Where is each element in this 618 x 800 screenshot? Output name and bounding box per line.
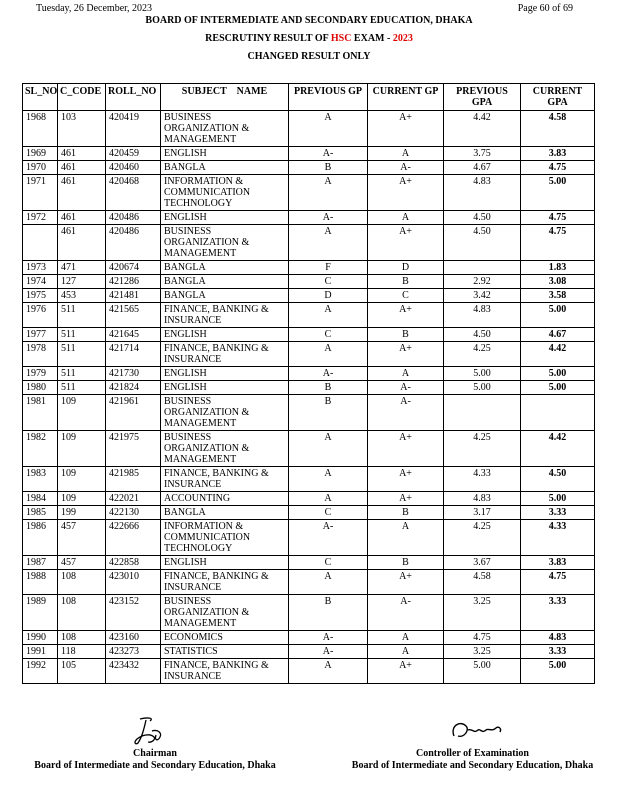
table-row	[23, 431, 595, 467]
table-row	[23, 659, 595, 684]
roll-no-cell: 421481	[106, 289, 161, 303]
subject-cell: FINANCE, BANKING & INSURANCE	[161, 570, 289, 595]
roll-no-cell: 421961	[106, 395, 161, 431]
previous-gpa-cell: 5.00	[444, 367, 521, 381]
current-gpa-cell: 4.75	[521, 211, 595, 225]
previous-gpa-cell: 4.50	[444, 211, 521, 225]
previous-gp-cell: B	[289, 395, 368, 431]
sl-no-cell: 1981	[23, 395, 58, 431]
roll-no-cell: 423010	[106, 570, 161, 595]
sl-no-cell: 1986	[23, 520, 58, 556]
c-code-cell: 108	[58, 595, 106, 631]
current-gp-cell: A+	[368, 467, 444, 492]
table-row	[23, 225, 595, 261]
current-gp-cell: A-	[368, 595, 444, 631]
c-code-cell: 118	[58, 645, 106, 659]
previous-gpa-cell: 3.42	[444, 289, 521, 303]
roll-no-cell: 420459	[106, 147, 161, 161]
previous-gp-cell: A	[289, 175, 368, 211]
previous-gp-cell: B	[289, 595, 368, 631]
sl-no-cell: 1976	[23, 303, 58, 328]
previous-gp-cell: A-	[289, 631, 368, 645]
previous-gpa-cell: 4.83	[444, 492, 521, 506]
previous-gp-cell: F	[289, 261, 368, 275]
table-body	[23, 111, 595, 684]
current-gpa-cell: 4.75	[521, 225, 595, 261]
previous-gp-cell: C	[289, 506, 368, 520]
current-gp-cell: A-	[368, 395, 444, 431]
table-row	[23, 367, 595, 381]
current-gpa-cell: 3.33	[521, 595, 595, 631]
subject-cell: ENGLISH	[161, 381, 289, 395]
col-header-previous-gp: PREVIOUS GP	[289, 84, 368, 111]
current-gp-cell: C	[368, 289, 444, 303]
sl-no-cell: 1972	[23, 211, 58, 225]
previous-gpa-cell: 4.58	[444, 570, 521, 595]
board-title: BOARD OF INTERMEDIATE AND SECONDARY EDUCATION, DHAKA	[145, 15, 473, 26]
current-gpa-cell: 4.42	[521, 431, 595, 467]
page-number: Page 60 of 69	[517, 3, 573, 14]
col-header-current-gpa: CURRENT GPA	[521, 84, 595, 111]
table-row	[23, 275, 595, 289]
c-code-cell: 511	[58, 381, 106, 395]
sl-no-cell: 1988	[23, 570, 58, 595]
roll-no-cell: 422666	[106, 520, 161, 556]
current-gp-cell: A	[368, 631, 444, 645]
previous-gpa-cell: 3.25	[444, 595, 521, 631]
c-code-cell: 108	[58, 631, 106, 645]
current-gpa-cell: 3.33	[521, 506, 595, 520]
current-gp-cell: A	[368, 147, 444, 161]
previous-gpa-cell: 4.83	[444, 175, 521, 211]
col-header-previous-gpa: PREVIOUS GPA	[444, 84, 521, 111]
table-row	[23, 328, 595, 342]
current-gpa-cell: 3.33	[521, 645, 595, 659]
current-gpa-cell: 5.00	[521, 175, 595, 211]
previous-gp-cell: B	[289, 381, 368, 395]
current-gpa-cell: 5.00	[521, 492, 595, 506]
c-code-cell: 461	[58, 175, 106, 211]
subtitle-middle: EXAM -	[351, 33, 393, 44]
c-code-cell: 199	[58, 506, 106, 520]
col-header-roll-no: ROLL_NO	[106, 84, 161, 111]
current-gpa-cell: 3.08	[521, 275, 595, 289]
col-header-current-gp: CURRENT GP	[368, 84, 444, 111]
current-gp-cell: A+	[368, 492, 444, 506]
table-row	[23, 506, 595, 520]
roll-no-cell: 421975	[106, 431, 161, 467]
current-gpa-cell: 5.00	[521, 367, 595, 381]
previous-gp-cell: A	[289, 342, 368, 367]
previous-gp-cell: C	[289, 556, 368, 570]
c-code-cell: 457	[58, 556, 106, 570]
result-subtitle	[0, 33, 618, 44]
table-row	[23, 492, 595, 506]
current-gpa-cell: 5.00	[521, 381, 595, 395]
c-code-cell: 471	[58, 261, 106, 275]
c-code-cell: 461	[58, 225, 106, 261]
current-gpa-cell: 4.75	[521, 161, 595, 175]
current-gpa-cell: 4.50	[521, 467, 595, 492]
current-gp-cell: A+	[368, 111, 444, 147]
c-code-cell: 109	[58, 431, 106, 467]
current-gpa-cell: 4.67	[521, 328, 595, 342]
previous-gp-cell: A	[289, 111, 368, 147]
current-gpa-cell: 4.75	[521, 570, 595, 595]
roll-no-cell: 420419	[106, 111, 161, 147]
c-code-cell: 453	[58, 289, 106, 303]
table-row	[23, 342, 595, 367]
sl-no-cell: 1974	[23, 275, 58, 289]
chairman-signature-block	[25, 748, 285, 771]
table-row	[23, 520, 595, 556]
roll-no-cell: 420674	[106, 261, 161, 275]
table-row	[23, 645, 595, 659]
table-row	[23, 175, 595, 211]
subject-cell: ENGLISH	[161, 328, 289, 342]
current-gp-cell: B	[368, 275, 444, 289]
exam-name: HSC	[330, 33, 352, 44]
table-row	[23, 631, 595, 645]
table-row	[23, 111, 595, 147]
c-code-cell: 511	[58, 328, 106, 342]
current-gp-cell: A+	[368, 342, 444, 367]
exam-year: 2023	[392, 33, 413, 44]
subject-cell: BUSINESS ORGANIZATION & MANAGEMENT	[161, 395, 289, 431]
sl-no-cell: 1975	[23, 289, 58, 303]
table-header-row	[23, 84, 595, 111]
c-code-cell: 461	[58, 161, 106, 175]
current-gpa-cell: 4.42	[521, 342, 595, 367]
sl-no-cell: 1978	[23, 342, 58, 367]
roll-no-cell: 421565	[106, 303, 161, 328]
previous-gpa-cell: 4.25	[444, 342, 521, 367]
current-gp-cell: A+	[368, 175, 444, 211]
roll-no-cell: 422021	[106, 492, 161, 506]
previous-gpa-cell: 4.42	[444, 111, 521, 147]
subject-cell: BANGLA	[161, 506, 289, 520]
roll-no-cell: 420486	[106, 225, 161, 261]
previous-gpa-cell: 2.92	[444, 275, 521, 289]
current-gp-cell: A+	[368, 570, 444, 595]
previous-gp-cell: A-	[289, 645, 368, 659]
current-gpa-cell: 4.33	[521, 520, 595, 556]
current-gpa-cell: 1.83	[521, 261, 595, 275]
previous-gp-cell: A	[289, 570, 368, 595]
results-table	[22, 83, 595, 684]
current-gp-cell: A	[368, 520, 444, 556]
c-code-cell: 109	[58, 467, 106, 492]
subject-cell: BANGLA	[161, 289, 289, 303]
current-gp-cell: A+	[368, 431, 444, 467]
c-code-cell: 127	[58, 275, 106, 289]
table-row	[23, 211, 595, 225]
previous-gpa-cell: 3.25	[444, 645, 521, 659]
table-row	[23, 395, 595, 431]
chairman-signature	[128, 715, 173, 747]
table-row	[23, 381, 595, 395]
controller-signature	[446, 716, 506, 746]
previous-gpa-cell: 4.50	[444, 225, 521, 261]
sl-no-cell: 1970	[23, 161, 58, 175]
sl-no-cell: 1969	[23, 147, 58, 161]
previous-gpa-cell: 4.25	[444, 431, 521, 467]
current-gp-cell: A-	[368, 161, 444, 175]
c-code-cell: 511	[58, 342, 106, 367]
current-gpa-cell: 3.83	[521, 147, 595, 161]
subject-cell: STATISTICS	[161, 645, 289, 659]
table-row	[23, 289, 595, 303]
table-row	[23, 556, 595, 570]
subject-cell: INFORMATION & COMMUNICATION TECHNOLOGY	[161, 520, 289, 556]
roll-no-cell: 422130	[106, 506, 161, 520]
current-gp-cell: A+	[368, 659, 444, 684]
c-code-cell: 103	[58, 111, 106, 147]
previous-gpa-cell: 4.50	[444, 328, 521, 342]
subject-cell: BUSINESS ORGANIZATION & MANAGEMENT	[161, 431, 289, 467]
previous-gpa-cell: 4.67	[444, 161, 521, 175]
roll-no-cell: 422858	[106, 556, 161, 570]
previous-gp-cell: D	[289, 289, 368, 303]
previous-gp-cell: A	[289, 431, 368, 467]
table-row	[23, 570, 595, 595]
c-code-cell: 105	[58, 659, 106, 684]
sl-no-cell: 1979	[23, 367, 58, 381]
roll-no-cell: 420460	[106, 161, 161, 175]
subject-cell: BUSINESS ORGANIZATION & MANAGEMENT	[161, 111, 289, 147]
current-gpa-cell: 3.83	[521, 556, 595, 570]
sl-no-cell: 1984	[23, 492, 58, 506]
previous-gpa-cell: 4.33	[444, 467, 521, 492]
previous-gp-cell: A	[289, 467, 368, 492]
c-code-cell: 461	[58, 211, 106, 225]
current-gpa-cell: 4.83	[521, 631, 595, 645]
current-gp-cell: A	[368, 367, 444, 381]
sl-no-cell: 1980	[23, 381, 58, 395]
current-gp-cell: A	[368, 645, 444, 659]
roll-no-cell: 421824	[106, 381, 161, 395]
current-gp-cell: D	[368, 261, 444, 275]
c-code-cell: 511	[58, 367, 106, 381]
subject-cell: BANGLA	[161, 275, 289, 289]
chairman-organization: Board of Intermediate and Secondary Education, Dhaka	[34, 760, 276, 771]
previous-gpa-cell: 3.75	[444, 147, 521, 161]
col-header-subject-name: SUBJECT NAME	[161, 84, 289, 111]
previous-gpa-cell	[444, 395, 521, 431]
current-gpa-cell: 5.00	[521, 303, 595, 328]
sl-no-cell	[23, 225, 58, 261]
controller-signature-block	[345, 748, 600, 771]
roll-no-cell: 421286	[106, 275, 161, 289]
current-gp-cell: A+	[368, 225, 444, 261]
subject-cell: INFORMATION & COMMUNICATION TECHNOLOGY	[161, 175, 289, 211]
current-gpa-cell	[521, 395, 595, 431]
previous-gpa-cell: 4.75	[444, 631, 521, 645]
sl-no-cell: 1990	[23, 631, 58, 645]
table-row	[23, 161, 595, 175]
subject-cell: BANGLA	[161, 161, 289, 175]
sl-no-cell: 1968	[23, 111, 58, 147]
previous-gp-cell: A	[289, 492, 368, 506]
subject-cell: ACCOUNTING	[161, 492, 289, 506]
table-row	[23, 595, 595, 631]
print-date: Tuesday, 26 December, 2023	[36, 3, 153, 14]
previous-gp-cell: A-	[289, 367, 368, 381]
col-header-c-code: C_CODE	[58, 84, 106, 111]
sl-no-cell: 1973	[23, 261, 58, 275]
current-gp-cell: A+	[368, 303, 444, 328]
previous-gpa-cell: 5.00	[444, 381, 521, 395]
current-gp-cell: B	[368, 328, 444, 342]
previous-gpa-cell: 5.00	[444, 659, 521, 684]
previous-gp-cell: A-	[289, 211, 368, 225]
c-code-cell: 109	[58, 395, 106, 431]
previous-gp-cell: A	[289, 659, 368, 684]
subtitle-prefix: RESCRUTINY RESULT OF	[205, 33, 331, 44]
current-gp-cell: B	[368, 556, 444, 570]
c-code-cell: 511	[58, 303, 106, 328]
subject-cell: ENGLISH	[161, 556, 289, 570]
subject-cell: BUSINESS ORGANIZATION & MANAGEMENT	[161, 225, 289, 261]
previous-gpa-cell: 3.17	[444, 506, 521, 520]
subject-cell: ENGLISH	[161, 211, 289, 225]
previous-gp-cell: C	[289, 328, 368, 342]
table-row	[23, 303, 595, 328]
subject-cell: FINANCE, BANKING & INSURANCE	[161, 467, 289, 492]
roll-no-cell: 423432	[106, 659, 161, 684]
c-code-cell: 108	[58, 570, 106, 595]
changed-only-label: CHANGED RESULT ONLY	[247, 51, 371, 62]
controller-title: Controller of Examination	[416, 748, 529, 759]
table-row	[23, 261, 595, 275]
previous-gp-cell: A-	[289, 520, 368, 556]
current-gpa-cell: 4.58	[521, 111, 595, 147]
subject-cell: FINANCE, BANKING & INSURANCE	[161, 659, 289, 684]
current-gpa-cell: 3.58	[521, 289, 595, 303]
table-row	[23, 147, 595, 161]
previous-gp-cell: A	[289, 303, 368, 328]
sl-no-cell: 1982	[23, 431, 58, 467]
chairman-title: Chairman	[133, 748, 177, 759]
roll-no-cell: 421645	[106, 328, 161, 342]
subject-cell: ENGLISH	[161, 147, 289, 161]
subject-cell: FINANCE, BANKING & INSURANCE	[161, 303, 289, 328]
roll-no-cell: 423273	[106, 645, 161, 659]
sl-no-cell: 1985	[23, 506, 58, 520]
roll-no-cell: 420468	[106, 175, 161, 211]
roll-no-cell: 421730	[106, 367, 161, 381]
previous-gp-cell: B	[289, 161, 368, 175]
previous-gp-cell: C	[289, 275, 368, 289]
current-gpa-cell: 5.00	[521, 659, 595, 684]
controller-organization: Board of Intermediate and Secondary Education, Dhaka	[351, 760, 594, 771]
previous-gpa-cell	[444, 261, 521, 275]
current-gp-cell: B	[368, 506, 444, 520]
subject-cell: BANGLA	[161, 261, 289, 275]
sl-no-cell: 1977	[23, 328, 58, 342]
sl-no-cell: 1991	[23, 645, 58, 659]
current-gp-cell: A-	[368, 381, 444, 395]
c-code-cell: 109	[58, 492, 106, 506]
sl-no-cell: 1983	[23, 467, 58, 492]
previous-gpa-cell: 4.25	[444, 520, 521, 556]
sl-no-cell: 1971	[23, 175, 58, 211]
roll-no-cell: 421714	[106, 342, 161, 367]
previous-gp-cell: A-	[289, 147, 368, 161]
table-row	[23, 467, 595, 492]
roll-no-cell: 423160	[106, 631, 161, 645]
roll-no-cell: 420486	[106, 211, 161, 225]
sl-no-cell: 1987	[23, 556, 58, 570]
subject-cell: FINANCE, BANKING & INSURANCE	[161, 342, 289, 367]
previous-gpa-cell: 4.83	[444, 303, 521, 328]
previous-gp-cell: A	[289, 225, 368, 261]
c-code-cell: 461	[58, 147, 106, 161]
subject-cell: BUSINESS ORGANIZATION & MANAGEMENT	[161, 595, 289, 631]
sl-no-cell: 1992	[23, 659, 58, 684]
current-gp-cell: A	[368, 211, 444, 225]
roll-no-cell: 423152	[106, 595, 161, 631]
subject-cell: ENGLISH	[161, 367, 289, 381]
previous-gpa-cell: 3.67	[444, 556, 521, 570]
col-header-sl-no: SL_NO	[23, 84, 58, 111]
subject-cell: ECONOMICS	[161, 631, 289, 645]
sl-no-cell: 1989	[23, 595, 58, 631]
roll-no-cell: 421985	[106, 467, 161, 492]
c-code-cell: 457	[58, 520, 106, 556]
